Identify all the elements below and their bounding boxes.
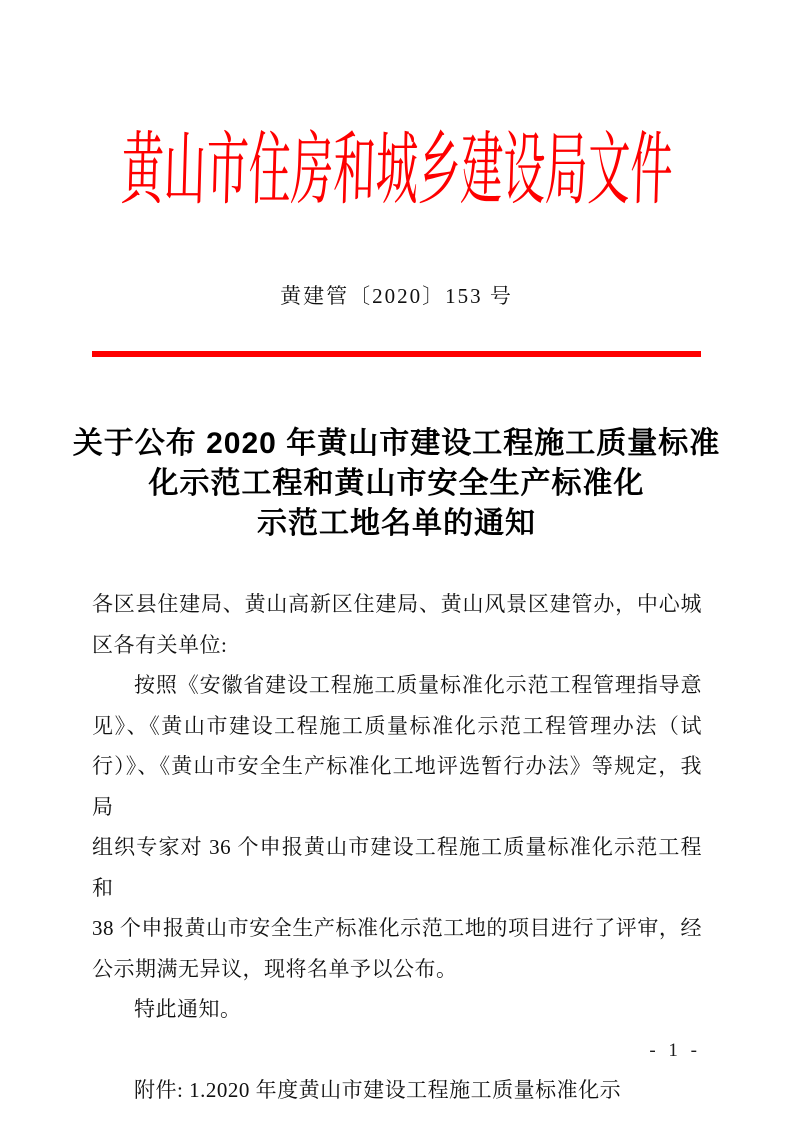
body-line: 38 个申报黄山市安全生产标准化示范工地的项目进行了评审，经 [92,916,702,940]
document-title [46,424,747,544]
salutation-line-1: 各区县住建局、黄山高新区住建局、黄山风景区建管办，中心城 [92,592,702,616]
body-line: 按照《安徽省建设工程施工质量标准化示范工程管理指导意 [134,673,702,697]
blank-line [92,1030,702,1071]
salutation-line-2: 区各有关单位: [92,632,228,657]
agency-title: 黄山市住房和城乡建设局文件 [119,123,674,216]
title-line-2: 化示范工程和黄山市安全生产标准化 [148,467,645,500]
body-line: 组织专家对 36 个申报黄山市建设工程施工质量标准化示范工程和 [92,835,702,900]
title-line-1: 关于公布 2020 年黄山市建设工程施工质量标准 [72,427,721,460]
title-line-3: 示范工地名单的通知 [257,507,536,540]
body-line: 见》、《黄山市建设工程施工质量标准化示范工程管理办法（试 [92,713,702,738]
red-separator-line [92,351,701,357]
document-number: 黄建管〔2020〕153 号 [280,284,513,308]
attachment-line: 附件: 1.2020 年度黄山市建设工程施工质量标准化示 [134,1078,622,1102]
closing-line: 特此通知。 [134,997,242,1021]
body-line: 公示期满无异议，现将名单予以公布。 [92,956,458,981]
page-number: - 1 - [649,1040,701,1061]
document-body [92,584,702,1111]
red-letterhead [0,118,793,222]
body-line: 行）》、《黄山市安全生产标准化工地评选暂行办法》等规定，我局 [92,754,702,819]
